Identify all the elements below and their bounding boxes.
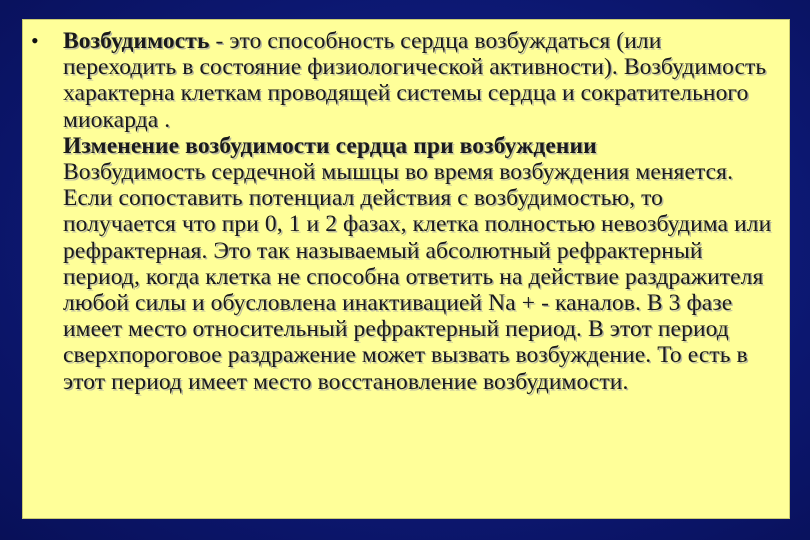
slide-content-panel	[22, 19, 790, 519]
bullet-marker: •	[31, 28, 39, 53]
bullet-item	[31, 28, 779, 395]
intro-text: - это способность сердца возбуждаться (или переходить в состояние физиологической активности). Возбудимость характерна клеткам проводящей системы сердца и сократительного миокарда .	[63, 28, 767, 133]
bullet-text	[63, 28, 779, 395]
body-text: Возбудимость сердечной мышцы во время возбуждения меняется. Если сопоставить потенциал действия с возбудимостью, то получается что при 0, 1 и 2 фазах, клетка полностью невозбудима или рефрактерная. Это так называемый абсолютный рефрактерный период, когда клетка не способна ответить на действие раздражителя любой силы и обусловлена инактивацией Na + - каналов. В 3 фазе имеет место относительный рефрактерный период. В этот период сверхпороговое раздражение может вызвать возбуждение. То есть в этот период имеет место восстановление возбудимости.	[63, 159, 772, 395]
section-heading: Изменение возбудимости сердца при возбуждении	[63, 132, 597, 159]
term-bold: Возбудимость	[63, 28, 210, 54]
